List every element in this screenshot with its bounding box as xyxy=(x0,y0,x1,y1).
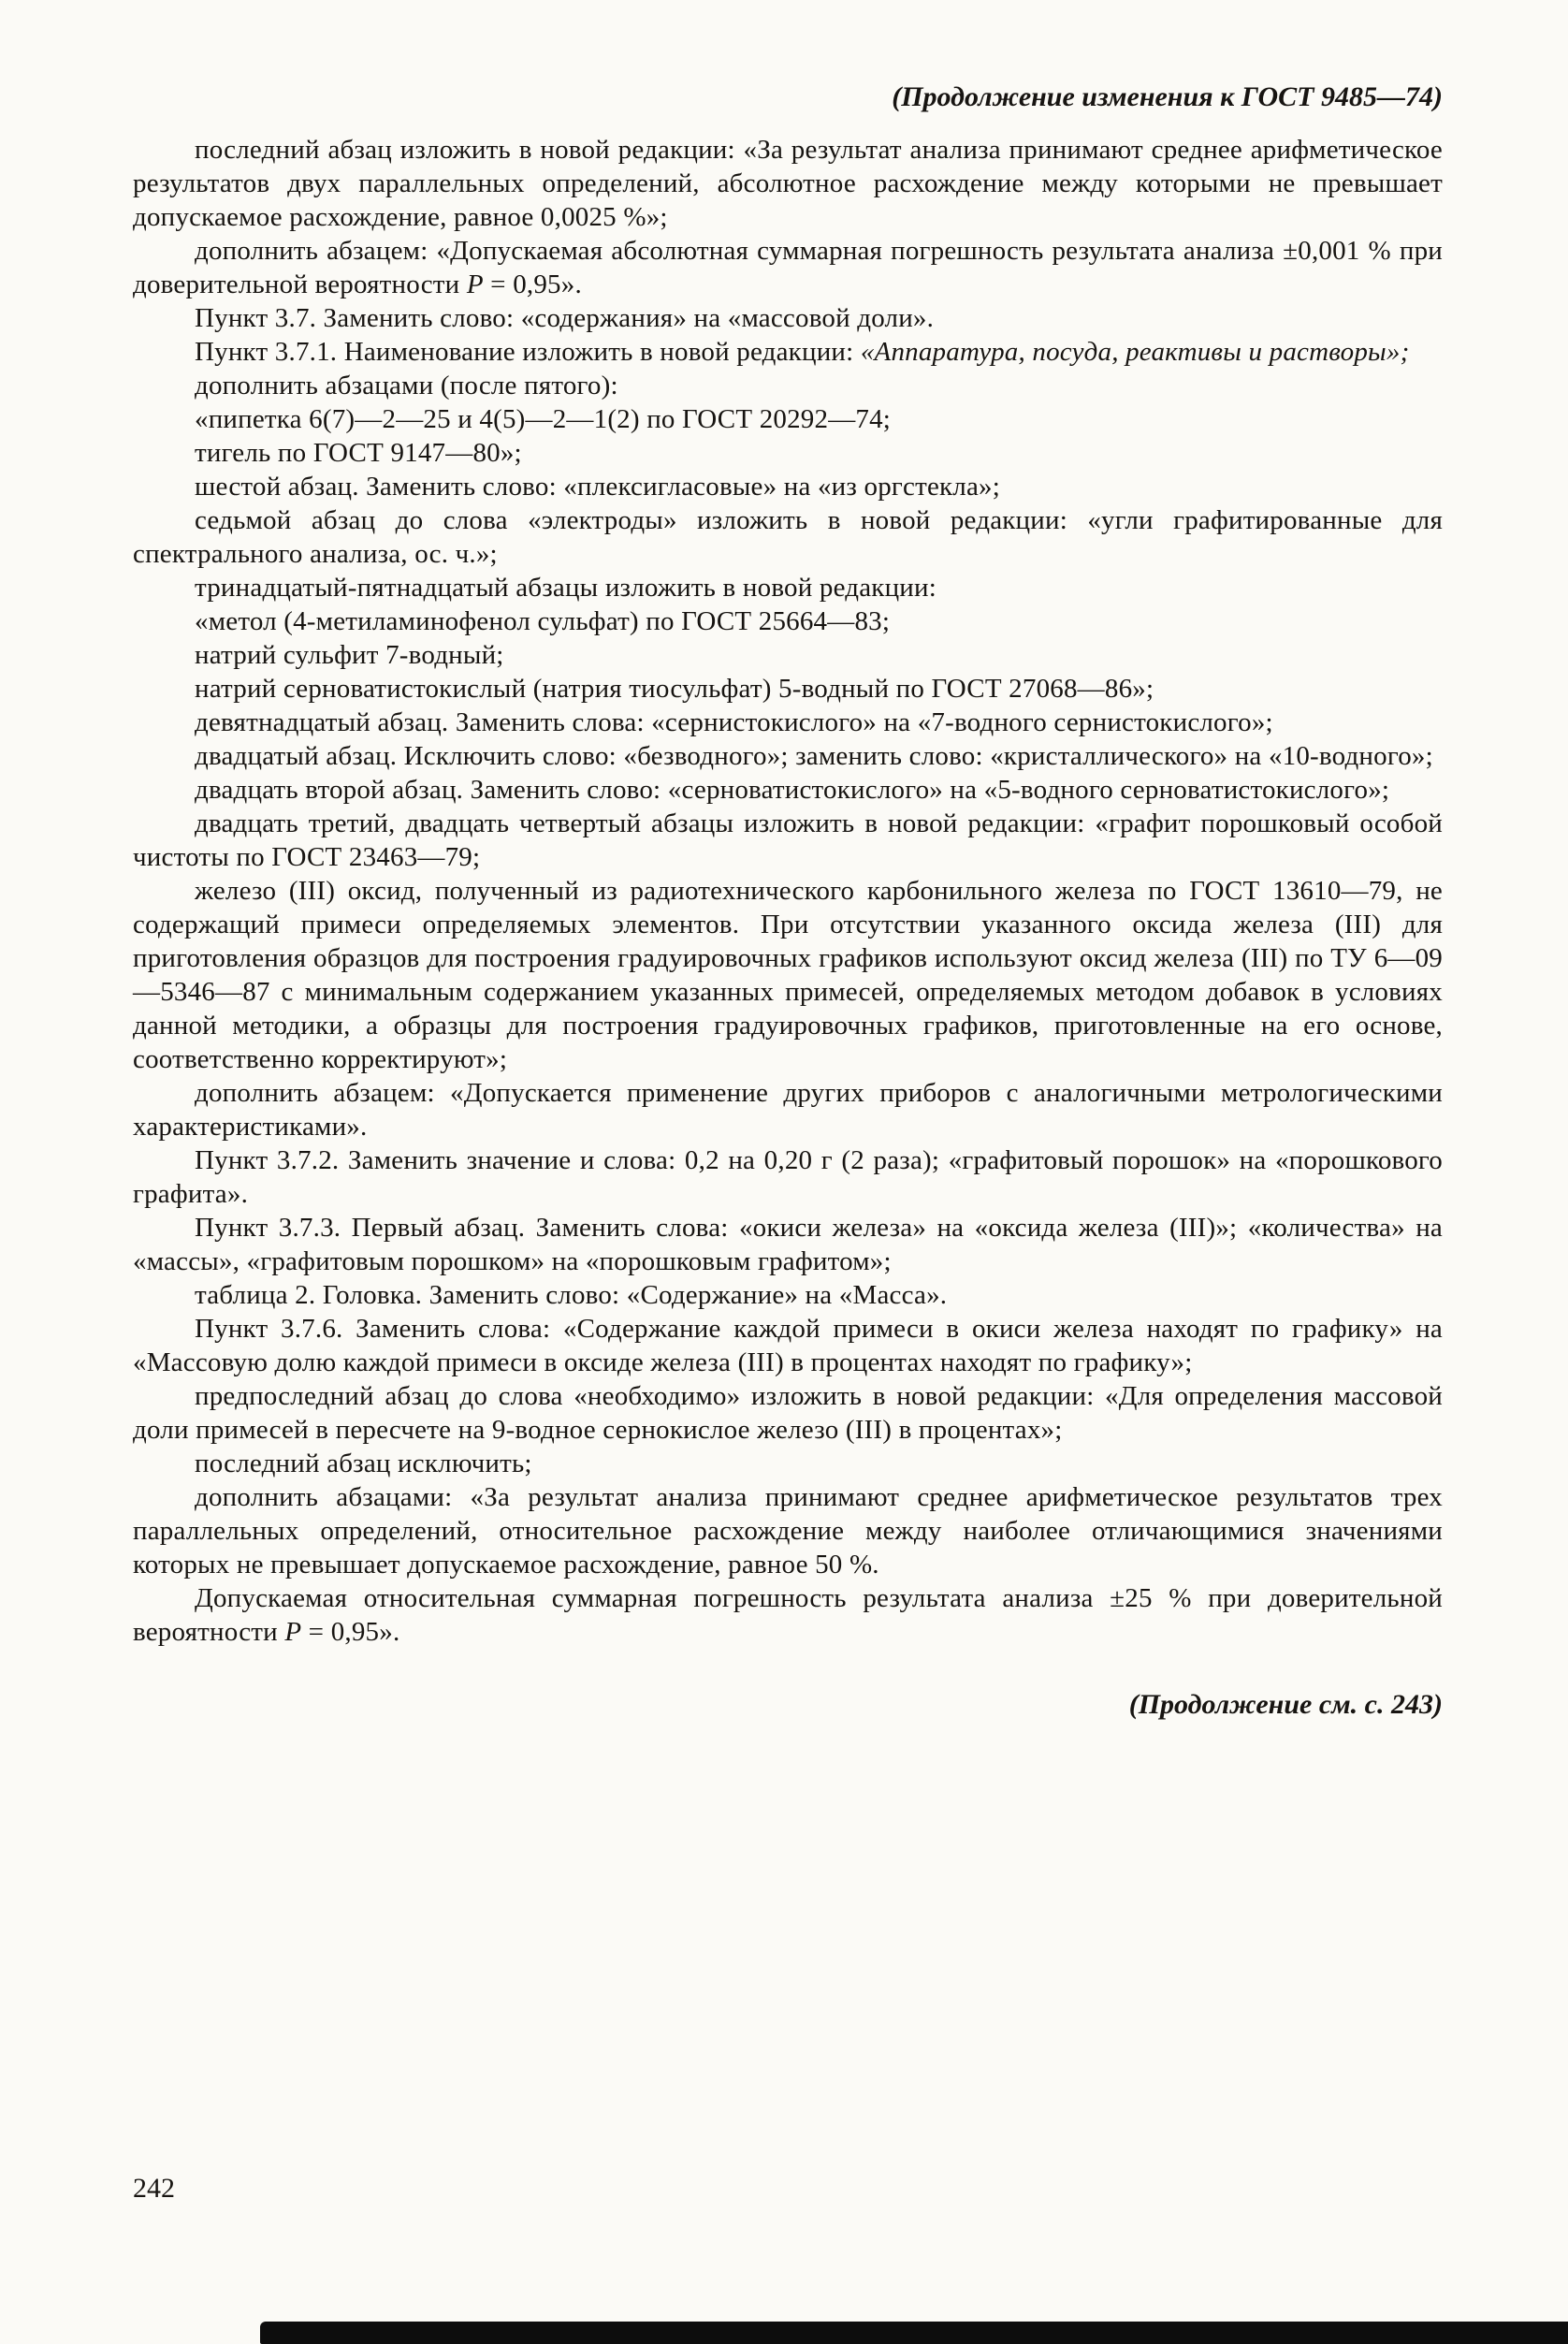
text-run: седьмой абзац до слова «электроды» изложить в новой редакции: «угли графитированные для спектрального анализа, ос. ч.»; xyxy=(133,505,1443,569)
text-run: двадцать второй абзац. Заменить слово: «серноватистокислого» на «5-водного серноватистокислого»; xyxy=(195,775,1390,805)
text-run: «пипетка 6(7)—2—25 и 4(5)—2—1(2) по ГОСТ 20292—74; xyxy=(195,404,892,434)
scan-edge-artifact xyxy=(260,2322,1568,2344)
page-number: 242 xyxy=(133,2173,175,2204)
text-run: «метол (4-метиламинофенол сульфат) по ГОСТ 25664—83; xyxy=(195,606,891,636)
paragraph xyxy=(133,133,1443,234)
paragraph xyxy=(133,335,1443,369)
text-run: таблица 2. Головка. Заменить слово: «Содержание» на «Масса». xyxy=(195,1280,948,1310)
paragraph xyxy=(133,773,1443,807)
paragraph xyxy=(133,1312,1443,1379)
text-run: натрий сульфит 7-водный; xyxy=(195,640,504,670)
paragraph xyxy=(133,807,1443,874)
paragraph xyxy=(133,1379,1443,1447)
paragraph xyxy=(133,369,1443,402)
text-run: тигель по ГОСТ 9147—80»; xyxy=(195,438,522,468)
text-run: двадцать третий, двадцать четвертый абзацы изложить в новой редакции: «графит порошковый особой чистоты по ГОСТ 23463—79; xyxy=(133,808,1443,872)
paragraph xyxy=(133,1480,1443,1581)
paragraph xyxy=(133,739,1443,773)
paragraph xyxy=(133,638,1443,672)
paragraph xyxy=(133,470,1443,503)
text-run: дополнить абзацем: «Допускаемая абсолютная суммарная погрешность результата анализа ±0,001 % при доверительной вероятности xyxy=(133,236,1443,299)
text-run: дополнить абзацами (после пятого): xyxy=(195,371,618,400)
text-run: девятнадцатый абзац. Заменить слова: «сернистокислого» на «7-водного сернистокислого»; xyxy=(195,707,1273,737)
text-run: Пункт 3.7.6. Заменить слова: «Содержание каждой примеси в окиси железа находят по графику» на «Массовую долю каждой примеси в оксиде железа (III) в процентах находят по графику»; xyxy=(133,1314,1443,1377)
paragraph xyxy=(133,672,1443,706)
text-run: тринадцатый-пятнадцатый абзацы изложить в новой редакции: xyxy=(195,573,936,603)
text-run: = 0,95». xyxy=(483,269,582,299)
document-body xyxy=(133,133,1443,1649)
continuation-footer: (Продолжение см. с. 243) xyxy=(1128,1689,1443,1720)
text-run: дополнить абзацем: «Допускается применение других приборов с аналогичными метрологическими характеристиками». xyxy=(133,1078,1443,1142)
text-run: предпоследний абзац до слова «необходимо» изложить в новой редакции: «Для определения массовой доли примесей в пересчете на 9-водное сернокислое железо (III) в процентах»; xyxy=(133,1381,1443,1445)
page-content xyxy=(133,80,1443,1722)
text-run: последний абзац исключить; xyxy=(195,1449,532,1478)
paragraph xyxy=(133,1076,1443,1143)
paragraph xyxy=(133,604,1443,638)
text-run: двадцатый абзац. Исключить слово: «безводного»; заменить слово: «кристаллического» на «10-водного»; xyxy=(195,741,1433,771)
paragraph xyxy=(133,301,1443,335)
paragraph xyxy=(133,1447,1443,1480)
text-run: Пункт 3.7.3. Первый абзац. Заменить слова: «окиси железа» на «оксида железа (III)»; «количества» на «массы», «графитовым порошком» на «порошковым графитом»; xyxy=(133,1213,1443,1276)
text-run: натрий серноватистокислый (натрия тиосульфат) 5-водный по ГОСТ 27068—86»; xyxy=(195,674,1154,704)
text-run: Пункт 3.7.1. Наименование изложить в новой редакции: xyxy=(195,337,861,367)
paragraph xyxy=(133,402,1443,436)
paragraph xyxy=(133,1143,1443,1211)
math-variable: Р xyxy=(284,1617,302,1647)
math-variable: Р xyxy=(466,269,484,299)
paragraph xyxy=(133,436,1443,470)
paragraph xyxy=(133,874,1443,1076)
text-run: Пункт 3.7.2. Заменить значение и слова: 0,2 на 0,20 г (2 раза); «графитовый порошок» на «порошкового графита». xyxy=(133,1145,1443,1209)
paragraph xyxy=(133,571,1443,604)
paragraph xyxy=(133,503,1443,571)
text-run: последний абзац изложить в новой редакции: «За результат анализа принимают среднее арифметическое результатов двух параллельных определений, абсолютное расхождение между которыми не превышает допускаемое расхождение, равное 0,0025 %»; xyxy=(133,135,1443,232)
paragraph xyxy=(133,1211,1443,1278)
continuation-header: (Продолжение изменения к ГОСТ 9485—74) xyxy=(892,81,1443,112)
text-run: = 0,95». xyxy=(301,1617,400,1647)
paragraph xyxy=(133,234,1443,301)
text-run: Допускаемая относительная суммарная погрешность результата анализа ±25 % при доверительной вероятности xyxy=(133,1583,1443,1647)
text-run: дополнить абзацами: «За результат анализа принимают среднее арифметическое результатов трех параллельных определений, относительное расхождение между наиболее отличающимися значениями которых не превышает допускаемое расхождение, равное 50 %. xyxy=(133,1482,1443,1580)
text-run: шестой абзац. Заменить слово: «плексигласовые» на «из оргстекла»; xyxy=(195,472,1001,502)
text-run: Пункт 3.7. Заменить слово: «содержания» на «массовой доли». xyxy=(195,303,935,333)
paragraph xyxy=(133,706,1443,739)
text-run: железо (III) оксид, полученный из радиотехнического карбонильного железа по ГОСТ 13610—79, не содержащий примеси определяемых элементов. При отсутствии указанного оксида железа (III) для приготовления образцов для построения градуировочных графиков используют оксид железа (III) по ТУ 6—09—5346—87 с минимальным содержанием указанных примесей, определяемых методом добавок в условиях данной методики, а образцы для построения градуировочных графиков, приготовленные на его основе, соответственно корректируют»; xyxy=(133,876,1443,1074)
section-title-italic: «Аппаратура, посуда, реактивы и растворы»; xyxy=(860,337,1410,367)
paragraph xyxy=(133,1278,1443,1312)
paragraph xyxy=(133,1581,1443,1649)
